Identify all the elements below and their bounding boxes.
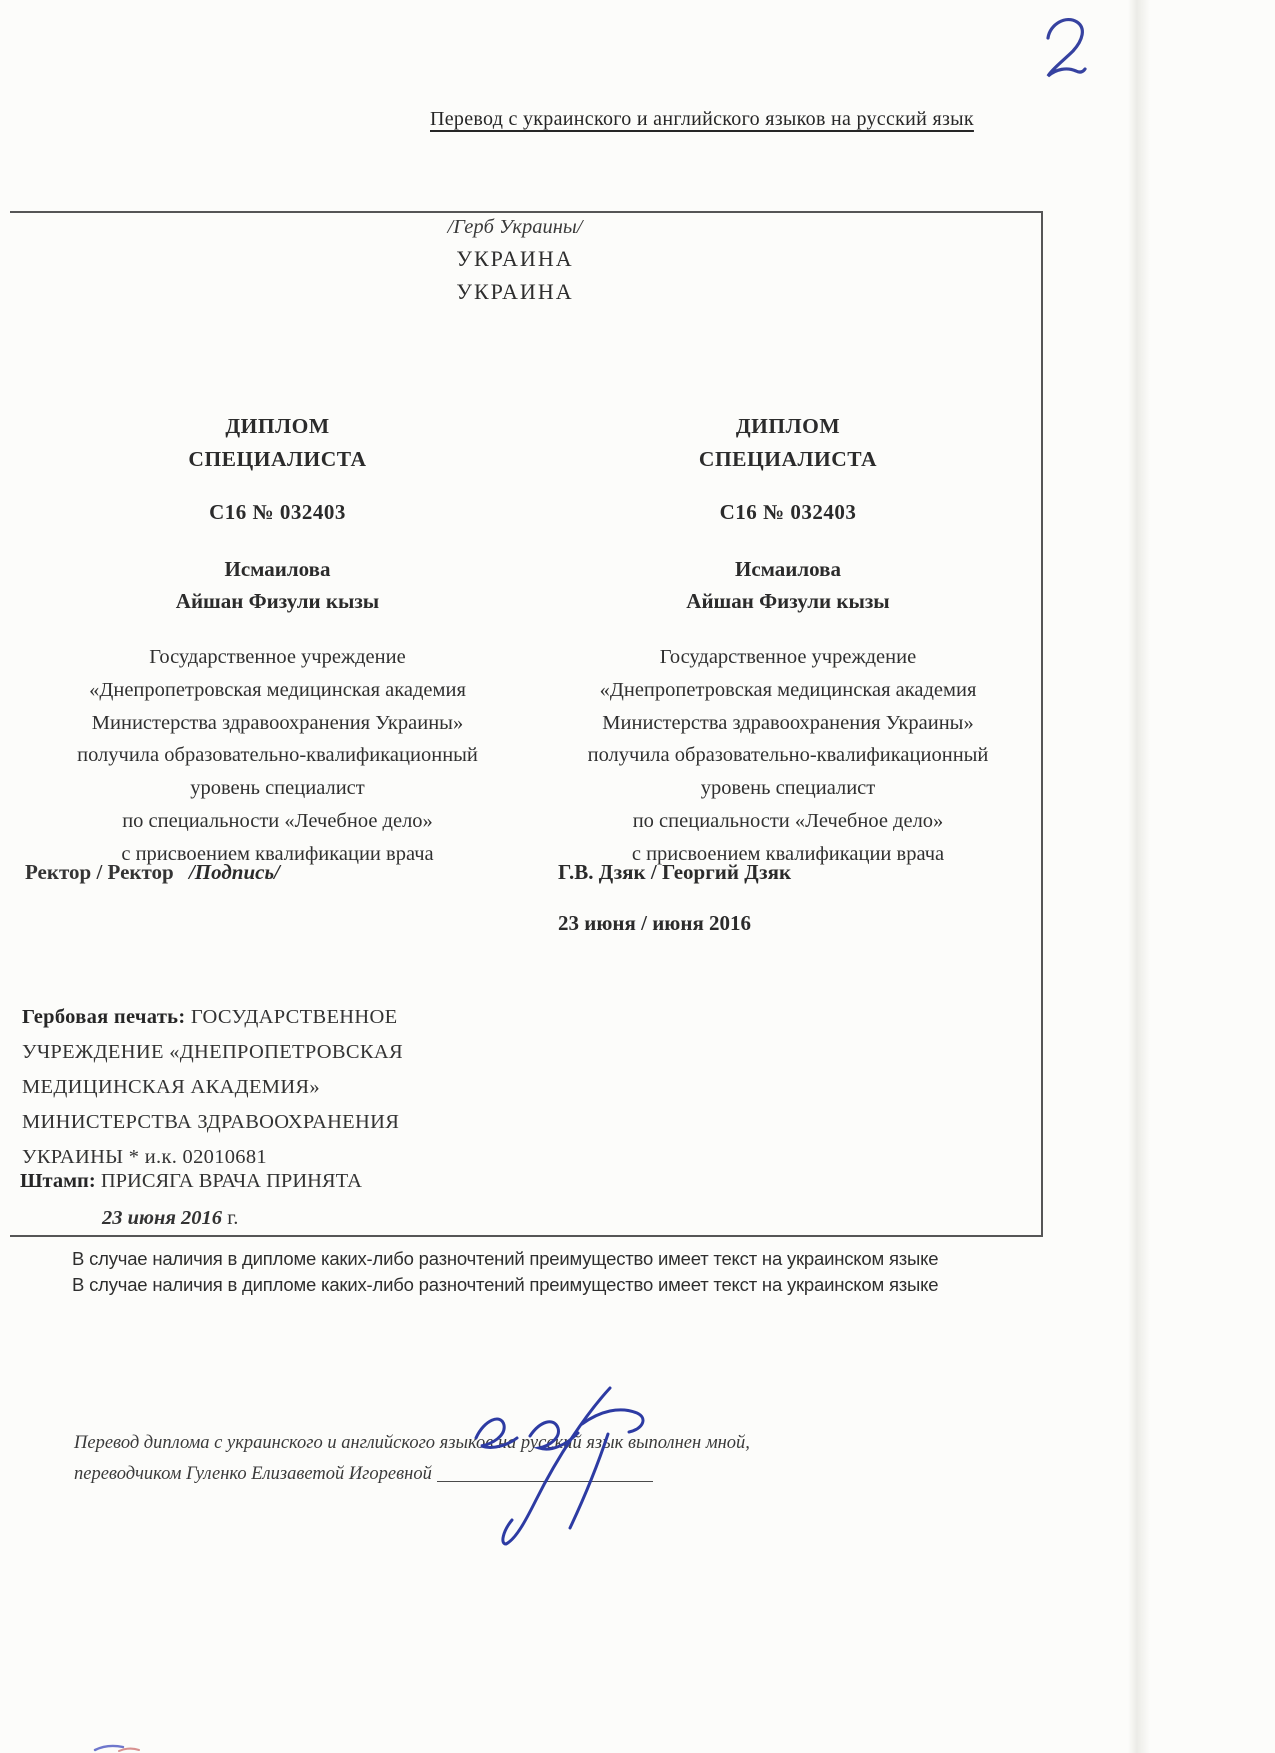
rector-signature-line <box>25 860 280 885</box>
scan-shadow-band <box>1128 0 1150 1753</box>
scan-ink-artifact <box>93 1742 141 1753</box>
diploma-body-line: с присвоением квалификации врача <box>631 842 945 865</box>
diploma-heading-line1: ДИПЛОМ <box>225 414 330 438</box>
stamp-date-suffix: г. <box>227 1207 239 1229</box>
seal-line: УКРАИНЫ * и.к. 02010681 <box>22 1146 267 1168</box>
handwritten-2-glyph <box>1038 12 1090 84</box>
diploma-body-left <box>30 641 525 871</box>
certificate-header <box>10 216 1020 305</box>
diploma-body-line: Государственное учреждение <box>149 646 406 668</box>
diploma-body-line: получила образовательно-квалификационный <box>587 744 989 767</box>
diploma-body-line: «Днепропетровская медицинская академия <box>89 678 466 701</box>
rector-name: Г.В. Дзяк / Георгий Дзяк <box>558 860 792 884</box>
diploma-body-line: Министерства здравоохранения Украины» <box>91 711 464 734</box>
rector-label: Ректор / Ректор <box>25 860 174 884</box>
diploma-body-line: уровень специалист <box>700 777 876 800</box>
official-seal-text <box>22 1000 492 1175</box>
country-name-ua: УКРАИНА <box>456 246 574 271</box>
stamp-label: Штамп: <box>20 1170 96 1192</box>
graduate-name-right <box>538 553 1038 617</box>
graduate-given-name: Айшан Физули кызы <box>686 589 890 613</box>
diploma-heading-line2: СПЕЦИАЛИСТА <box>698 447 878 471</box>
language-precedence-note <box>72 1246 1012 1298</box>
graduate-surname: Исмаилова <box>224 557 331 581</box>
diploma-serial-left: С16 № 032403 <box>209 500 346 524</box>
diploma-body-line: по специальности «Лечебное дело» <box>122 809 433 832</box>
diploma-heading-left <box>30 410 525 476</box>
seal-label: Гербовая печать: <box>22 1006 186 1028</box>
diploma-body-line: Министерства здравоохранения Украины» <box>602 711 974 734</box>
diploma-body-line: уровень специалист <box>190 777 365 800</box>
precedence-line: В случае наличия в дипломе каких-либо разночтений преимущество имеет текст на украинском языке <box>72 1248 939 1269</box>
translator-statement <box>74 1428 834 1489</box>
diploma-body-line: получила образовательно-квалификационный <box>77 744 478 767</box>
oath-stamp-text <box>20 1163 362 1237</box>
coat-of-arms-note: /Герб Украины/ <box>447 216 583 238</box>
stamp-text: ПРИСЯГА ВРАЧА ПРИНЯТА <box>100 1170 362 1192</box>
graduate-name-left <box>30 553 525 617</box>
diploma-body-line: по специальности «Лечебное дело» <box>632 809 944 832</box>
diploma-heading-right <box>538 410 1038 476</box>
diploma-body-line: с присвоением квалификации врача <box>121 842 434 865</box>
stamp-date-row <box>20 1200 362 1237</box>
graduate-surname: Исмаилова <box>734 557 841 581</box>
seal-line <box>22 1000 492 1035</box>
signature-ink <box>458 1382 673 1552</box>
translation-title: Перевод с украинского и английского языков на русский язык <box>430 108 974 130</box>
signature-placeholder-note: /Подпись/ <box>188 860 280 884</box>
stamp-line <box>20 1163 362 1200</box>
diploma-body-line: Государственное учреждение <box>659 646 917 668</box>
diploma-body-line: «Днепропетровская медицинская академия <box>599 678 977 701</box>
seal-line: УЧРЕЖДЕНИЕ «ДНЕПРОПЕТРОВСКАЯ <box>22 1041 403 1063</box>
seal-line: МЕДИЦИНСКАЯ АКАДЕМИЯ» <box>22 1076 320 1098</box>
issue-date: 23 июня / июня 2016 <box>558 911 752 935</box>
graduate-given-name: Айшан Физули кызы <box>175 589 380 613</box>
seal-line-rest: ГОСУДАРСТВЕННОЕ <box>190 1006 398 1028</box>
diploma-body-right <box>538 641 1038 871</box>
stamp-date: 23 июня 2016 <box>102 1207 223 1229</box>
handwritten-page-number <box>1038 12 1090 84</box>
translator-statement-line2: переводчиком Гуленко Елизаветой Игоревной <box>74 1463 432 1484</box>
artifact-mark <box>93 1742 141 1753</box>
diploma-heading-line1: ДИПЛОМ <box>735 414 841 438</box>
translator-signature <box>458 1382 673 1552</box>
country-name-ru: УКРАИНА <box>456 279 574 304</box>
translator-statement-line1: Перевод диплома с украинского и английского языков на русский язык выполнен мной, <box>74 1433 750 1453</box>
seal-line: МИНИСТЕРСТВА ЗДРАВООХРАНЕНИЯ <box>22 1111 400 1133</box>
precedence-line: В случае наличия в дипломе каких-либо разночтений преимущество имеет текст на украинском языке <box>72 1274 939 1295</box>
diploma-heading-line2: СПЕЦИАЛИСТА <box>188 447 367 471</box>
diploma-serial-right: С16 № 032403 <box>719 500 857 524</box>
